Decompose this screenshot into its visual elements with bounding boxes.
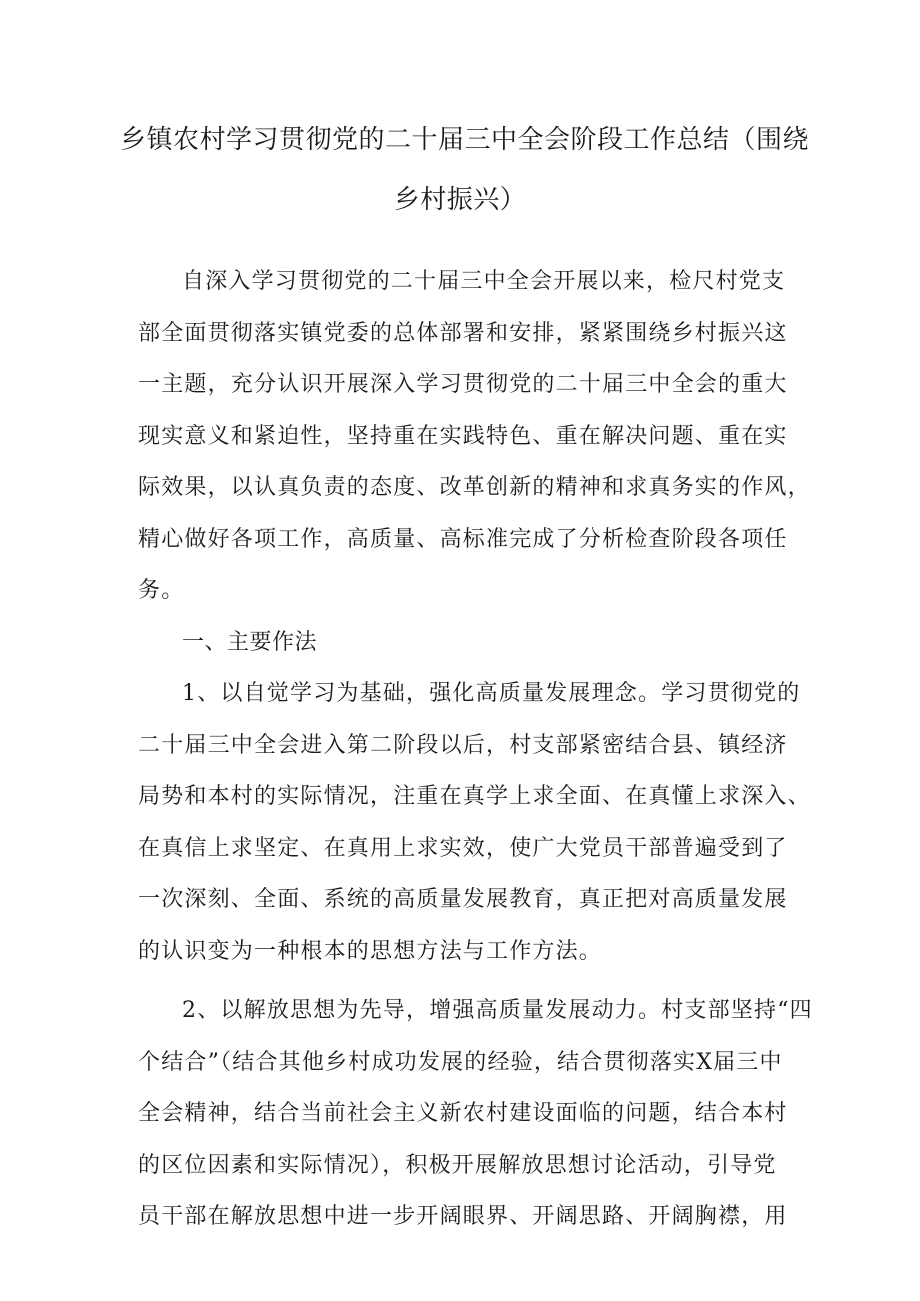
text-line: 一次深刻、全面、系统的高质量发展教育，真正把对高质量发展 (138, 887, 788, 912)
intro-paragraph (138, 256, 811, 617)
text-line: 精心做好各项工作，高质量、高标准完成了分析检查阶段各项任 (138, 526, 788, 552)
item-2-paragraph (138, 985, 813, 1243)
text-line: 的区位因素和实际情况），积极开展解放思想讨论活动，引导党 (138, 1152, 777, 1178)
text-line: 际效果，以认真负责的态度、改革创新的精神和求真务实的作风， (138, 475, 811, 500)
text-line: 局势和本村的实际情况，注重在真学上求全面、在真懂上求深入、 (138, 784, 811, 809)
text-line: 在真信上求坚定、在真用上求实效，使广大党员干部普遍受到了 (138, 835, 788, 861)
title-line-2: 乡村振兴） (393, 185, 527, 215)
text-line: 员干部在解放思想中进一步开阔眼界、开阔思路、开阔胸襟，用 (138, 1204, 788, 1229)
section-heading-text: 一、主要作法 (182, 629, 318, 655)
title-line-1: 乡镇农村学习贯彻党的二十届三中全会阶段工作总结（围绕 (120, 125, 810, 155)
document-body (138, 256, 813, 1243)
section-heading (138, 617, 798, 669)
text-line: 部全面贯彻落实镇党委的总体部署和安排，紧紧围绕乡村振兴这 (138, 320, 788, 346)
text-line: 现实意义和紧迫性，坚持重在实践特色、重在解决问题、重在实 (138, 423, 788, 449)
text-line: 一主题，充分认识开展深入学习贯彻党的二十届三中全会的重大 (138, 372, 788, 397)
document-title (120, 110, 810, 230)
paragraph-gap (138, 977, 798, 985)
text-line: 全会精神，结合当前社会主义新农村建设面临的问题，结合本村 (138, 1101, 788, 1126)
text-line: 自深入学习贯彻党的二十届三中全会开展以来，检尺村党支 (182, 269, 786, 294)
item-1-paragraph (138, 668, 811, 977)
text-line: 2、以解放思想为先导，增强高质量发展动力。村支部坚持“四 (182, 998, 813, 1023)
text-line: 二十届三中全会进入第二阶段以后，村支部紧密结合县、镇经济 (138, 732, 788, 758)
text-line: 的认识变为一种根本的思想方法与工作方法。 (138, 938, 603, 964)
text-line: 个结合”（结合其他乡村成功发展的经验，结合贯彻落实X届三中 (138, 1049, 783, 1075)
text-line: 1、以自觉学习为基础，强化高质量发展理念。学习贯彻党的 (182, 681, 801, 706)
text-line: 务。 (138, 578, 185, 603)
